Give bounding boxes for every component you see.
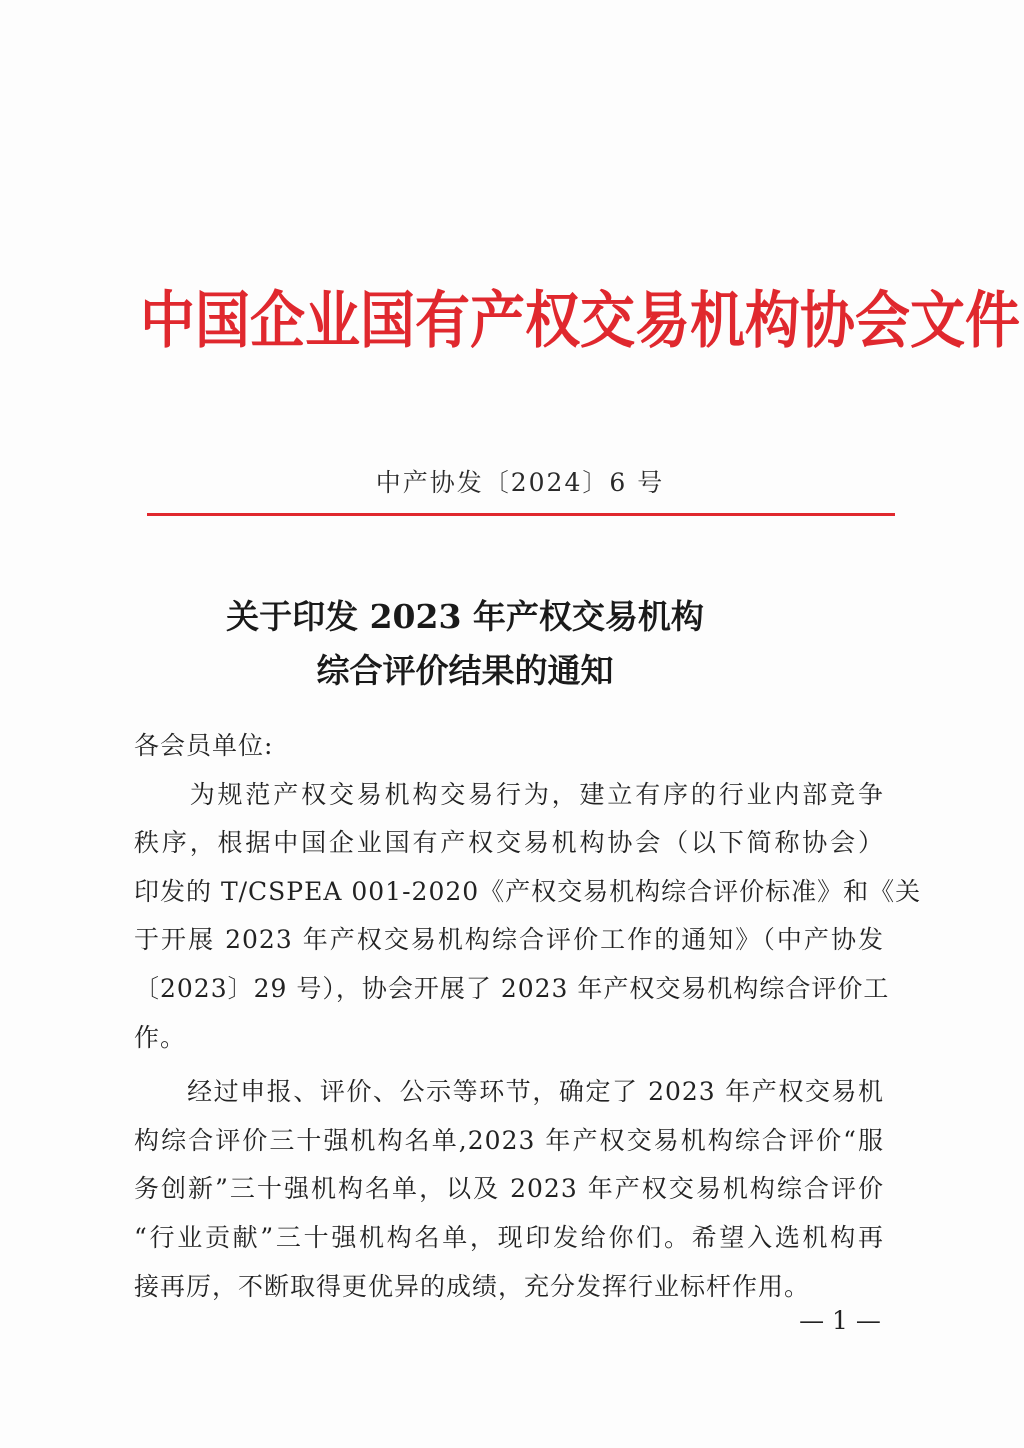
paragraph-2-line: 经过申报、评价、公示等环节，确定了 2023 年产权交易机 — [134, 1077, 884, 1107]
paragraph-2-line: 构综合评价三十强机构名单,2023 年产权交易机构综合评价“服 — [134, 1125, 884, 1155]
paragraph-2-line: 务创新”三十强机构名单，以及 2023 年产权交易机构综合评价 — [134, 1174, 884, 1204]
masthead-title: 中国企业国有产权交易机构协会文件 — [140, 284, 1021, 356]
notice-title-line-1: 关于印发 2023 年产权交易机构 — [226, 597, 704, 636]
paragraph-1-line: 于开展 2023 年产权交易机构综合评价工作的通知》（中产协发 — [134, 925, 884, 955]
paragraph-1-line: 印发的 T/CSPEA 001-2020《产权交易机构综合评价标准》和《关 — [134, 876, 922, 906]
red-divider-line — [147, 513, 895, 516]
notice-body — [134, 722, 922, 1311]
paragraph-1-line: 作。 — [134, 1022, 187, 1052]
notice-title — [140, 590, 790, 698]
paragraph-2-line: 接再厉，不断取得更优异的成绩，充分发挥行业标杆作用。 — [134, 1271, 811, 1301]
document-number: 中产协发〔2024〕6 号 — [375, 468, 665, 497]
paragraph-2-line: “行业贡献”三十强机构名单，现印发给你们。希望入选机构再 — [134, 1222, 884, 1252]
salutation: 各会员单位: — [134, 731, 274, 760]
paragraph-1-line: 秩序，根据中国企业国有产权交易机构协会（以下简称协会） — [134, 828, 884, 858]
notice-title-line-2: 综合评价结果的通知 — [316, 651, 614, 690]
paragraph-1-line: 为规范产权交易机构交易行为，建立有序的行业内部竞争 — [134, 779, 884, 809]
paragraph-1-line: 〔2023〕29 号），协会开展了 2023 年产权交易机构综合评价工 — [134, 973, 890, 1003]
paragraph-2 — [134, 1068, 884, 1311]
paragraph-1 — [134, 771, 922, 1063]
page-number: — 1 — — [799, 1306, 881, 1335]
